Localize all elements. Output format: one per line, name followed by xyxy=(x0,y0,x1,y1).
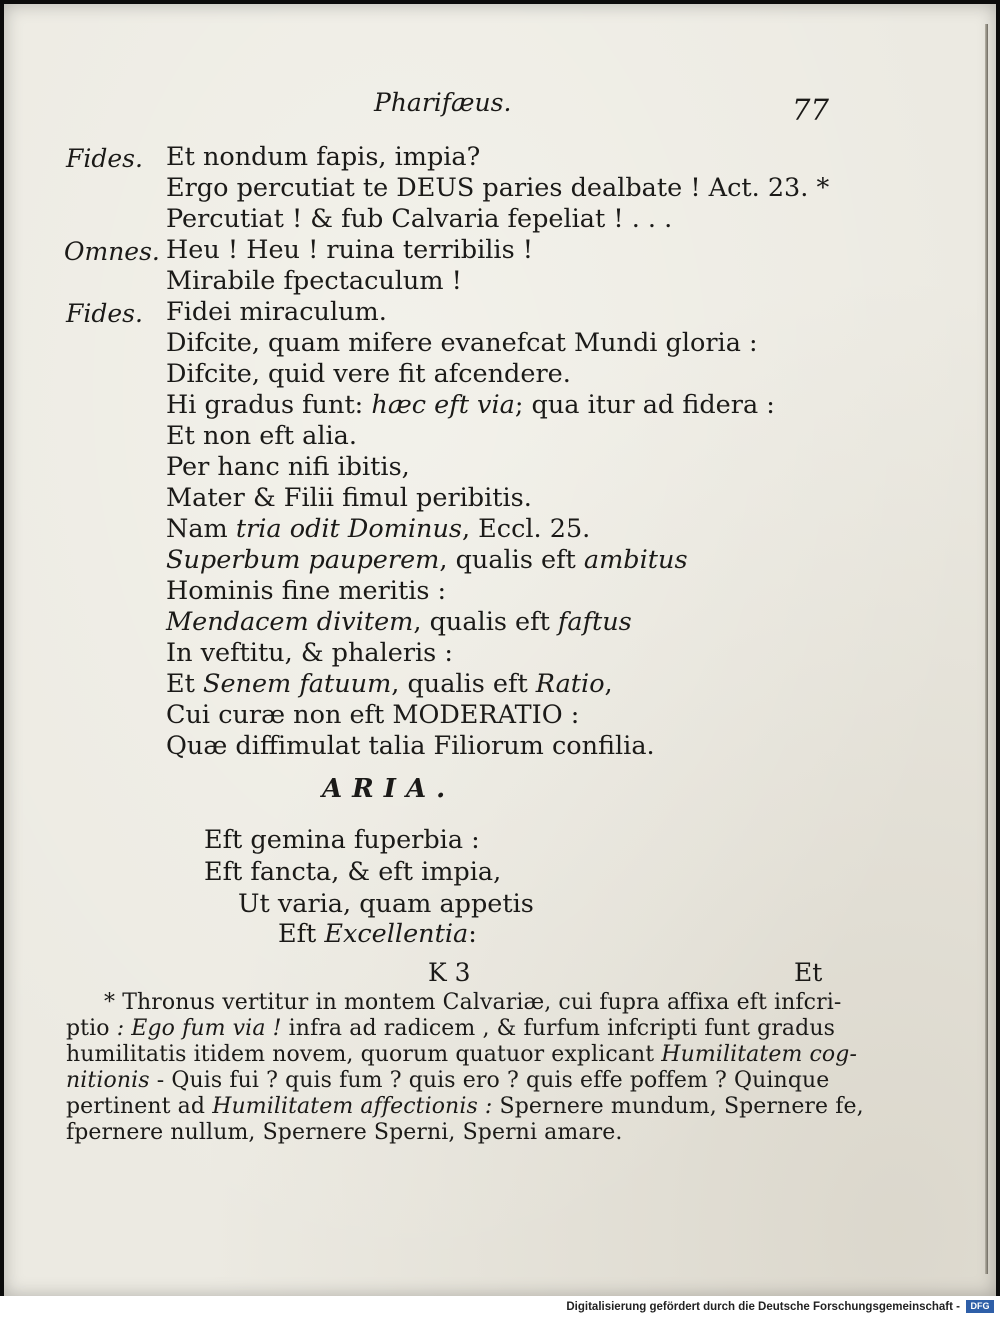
text-segment: Hominis fine meritis : xyxy=(166,576,447,606)
text-segment: , qualis eft xyxy=(439,545,584,575)
verse-line xyxy=(166,297,387,327)
aria-line xyxy=(204,825,480,855)
aria-title: ARIA. xyxy=(322,774,456,804)
speaker-label: Omnes. xyxy=(64,237,160,266)
verse-line xyxy=(166,545,688,575)
verse-line xyxy=(166,700,580,730)
footnote-line xyxy=(104,992,841,1014)
verse-line xyxy=(166,359,571,389)
text-segment: , xyxy=(604,669,613,699)
book-page xyxy=(4,4,996,1296)
credit-bar xyxy=(0,1296,1000,1319)
text-segment: Quæ diffimulat talia Filiorum confilia. xyxy=(166,731,655,761)
footnote-line xyxy=(66,1018,835,1040)
verse-line xyxy=(166,173,830,203)
italic-text: ambitus xyxy=(583,545,688,575)
text-segment: Heu ! Heu ! ruina terribilis ! xyxy=(166,235,534,265)
dfg-logo: DFG xyxy=(966,1300,994,1313)
text-segment: , Eccl. 25. xyxy=(461,514,591,544)
aria-line xyxy=(204,857,502,887)
verse-line xyxy=(166,576,447,606)
text-segment: fpernere nullum, Spernere Sperni, Sperni amare. xyxy=(66,1120,623,1145)
catchword: Et xyxy=(794,958,823,987)
text-segment: Eft gemina fuperbia : xyxy=(204,825,480,855)
text-segment: Ut varia, quam appetis xyxy=(238,889,534,919)
text-segment: Difcite, quam mifere evanefcat Mundi gloria : xyxy=(166,328,758,358)
text-segment: * Thronus vertitur in montem Calvariæ, cui fupra affixa eft infcri- xyxy=(104,990,842,1015)
text-segment: Spernere mundum, Spernere fe, xyxy=(492,1094,864,1119)
text-segment: Et non eft alia. xyxy=(166,421,357,451)
italic-text: hæc eft via xyxy=(371,390,515,420)
text-segment: Ergo percutiat te DEUS paries dealbate ! Act. 23. * xyxy=(166,173,830,203)
text-segment: Eft fancta, & eft impia, xyxy=(204,857,502,887)
footnote-line xyxy=(66,1096,864,1118)
text-segment: ; qua itur ad fidera : xyxy=(514,390,775,420)
text-segment: Per hanc nifi ibitis, xyxy=(166,452,410,482)
speaker-label: Fides. xyxy=(66,299,143,328)
speaker-label: Fides. xyxy=(66,144,143,173)
italic-text: Humilitatem cog- xyxy=(661,1042,857,1067)
text-segment: ptio xyxy=(66,1016,117,1041)
verse-line xyxy=(166,483,532,513)
italic-text: Ratio xyxy=(535,669,605,699)
italic-text: Mendacem divitem xyxy=(166,607,414,637)
italic-text: Superbum pauperem xyxy=(166,545,440,575)
text-segment: : xyxy=(468,919,477,949)
page-number: 77 xyxy=(792,93,829,127)
verse-line xyxy=(166,266,462,296)
text-segment: - Quis fui ? quis fum ? quis ero ? quis effe poffem ? Quinque xyxy=(149,1068,830,1093)
text-segment: , qualis eft xyxy=(413,607,558,637)
text-segment: Difcite, quid vere fit afcendere. xyxy=(166,359,571,389)
aria-line xyxy=(278,919,477,949)
text-segment: Eft xyxy=(278,919,325,949)
italic-text: Senem fatuum xyxy=(202,669,392,699)
italic-text: nitionis xyxy=(66,1068,150,1093)
verse-line xyxy=(166,638,453,668)
text-segment: Cui curæ non eft MODERATIO : xyxy=(166,700,580,730)
footnote-line xyxy=(66,1044,857,1066)
text-segment: Et xyxy=(166,669,203,699)
verse-line xyxy=(166,235,534,265)
text-segment: Nam xyxy=(166,514,236,544)
text-segment: In veftitu, & phaleris : xyxy=(166,638,453,668)
italic-text: Humilitatem affectionis : xyxy=(212,1094,493,1119)
italic-text: tria odit Dominus xyxy=(235,514,462,544)
italic-text: faftus xyxy=(557,607,632,637)
text-segment: infra ad radicem , & furfum infcripti funt gradus xyxy=(281,1016,835,1041)
footnote-line xyxy=(66,1070,829,1092)
text-segment: Mirabile fpectaculum ! xyxy=(166,266,462,296)
verse-line xyxy=(166,669,613,699)
verse-line xyxy=(166,731,655,761)
verse-line xyxy=(166,204,673,234)
verse-line xyxy=(166,514,591,544)
text-segment: Et nondum fapis, impia? xyxy=(166,142,481,172)
signature-mark: K 3 xyxy=(428,958,471,987)
verse-line xyxy=(166,142,481,172)
verse-line xyxy=(166,421,357,451)
page-edge xyxy=(985,24,988,1274)
verse-line xyxy=(166,607,632,637)
running-title: Pharifæus. xyxy=(374,88,512,117)
text-segment: pertinent ad xyxy=(66,1094,213,1119)
text-segment: humilitatis itidem novem, quorum quatuor explicant xyxy=(66,1042,662,1067)
aria-line xyxy=(238,889,534,919)
verse-line xyxy=(166,390,775,420)
text-segment: Mater & Filii fimul peribitis. xyxy=(166,483,532,513)
text-segment: Hi gradus funt: xyxy=(166,390,372,420)
text-segment: , qualis eft xyxy=(391,669,536,699)
text-segment: Fidei miraculum. xyxy=(166,297,387,327)
italic-text: Excellentia xyxy=(324,919,469,949)
credit-text: Digitalisierung gefördert durch die Deutsche Forschungsgemeinschaft - xyxy=(566,1301,960,1313)
footnote-line xyxy=(66,1122,622,1144)
verse-line xyxy=(166,452,410,482)
verse-line xyxy=(166,328,758,358)
italic-text: : Ego fum via ! xyxy=(116,1016,282,1041)
text-segment: Percutiat ! & fub Calvaria fepeliat ! . . . xyxy=(166,204,673,234)
